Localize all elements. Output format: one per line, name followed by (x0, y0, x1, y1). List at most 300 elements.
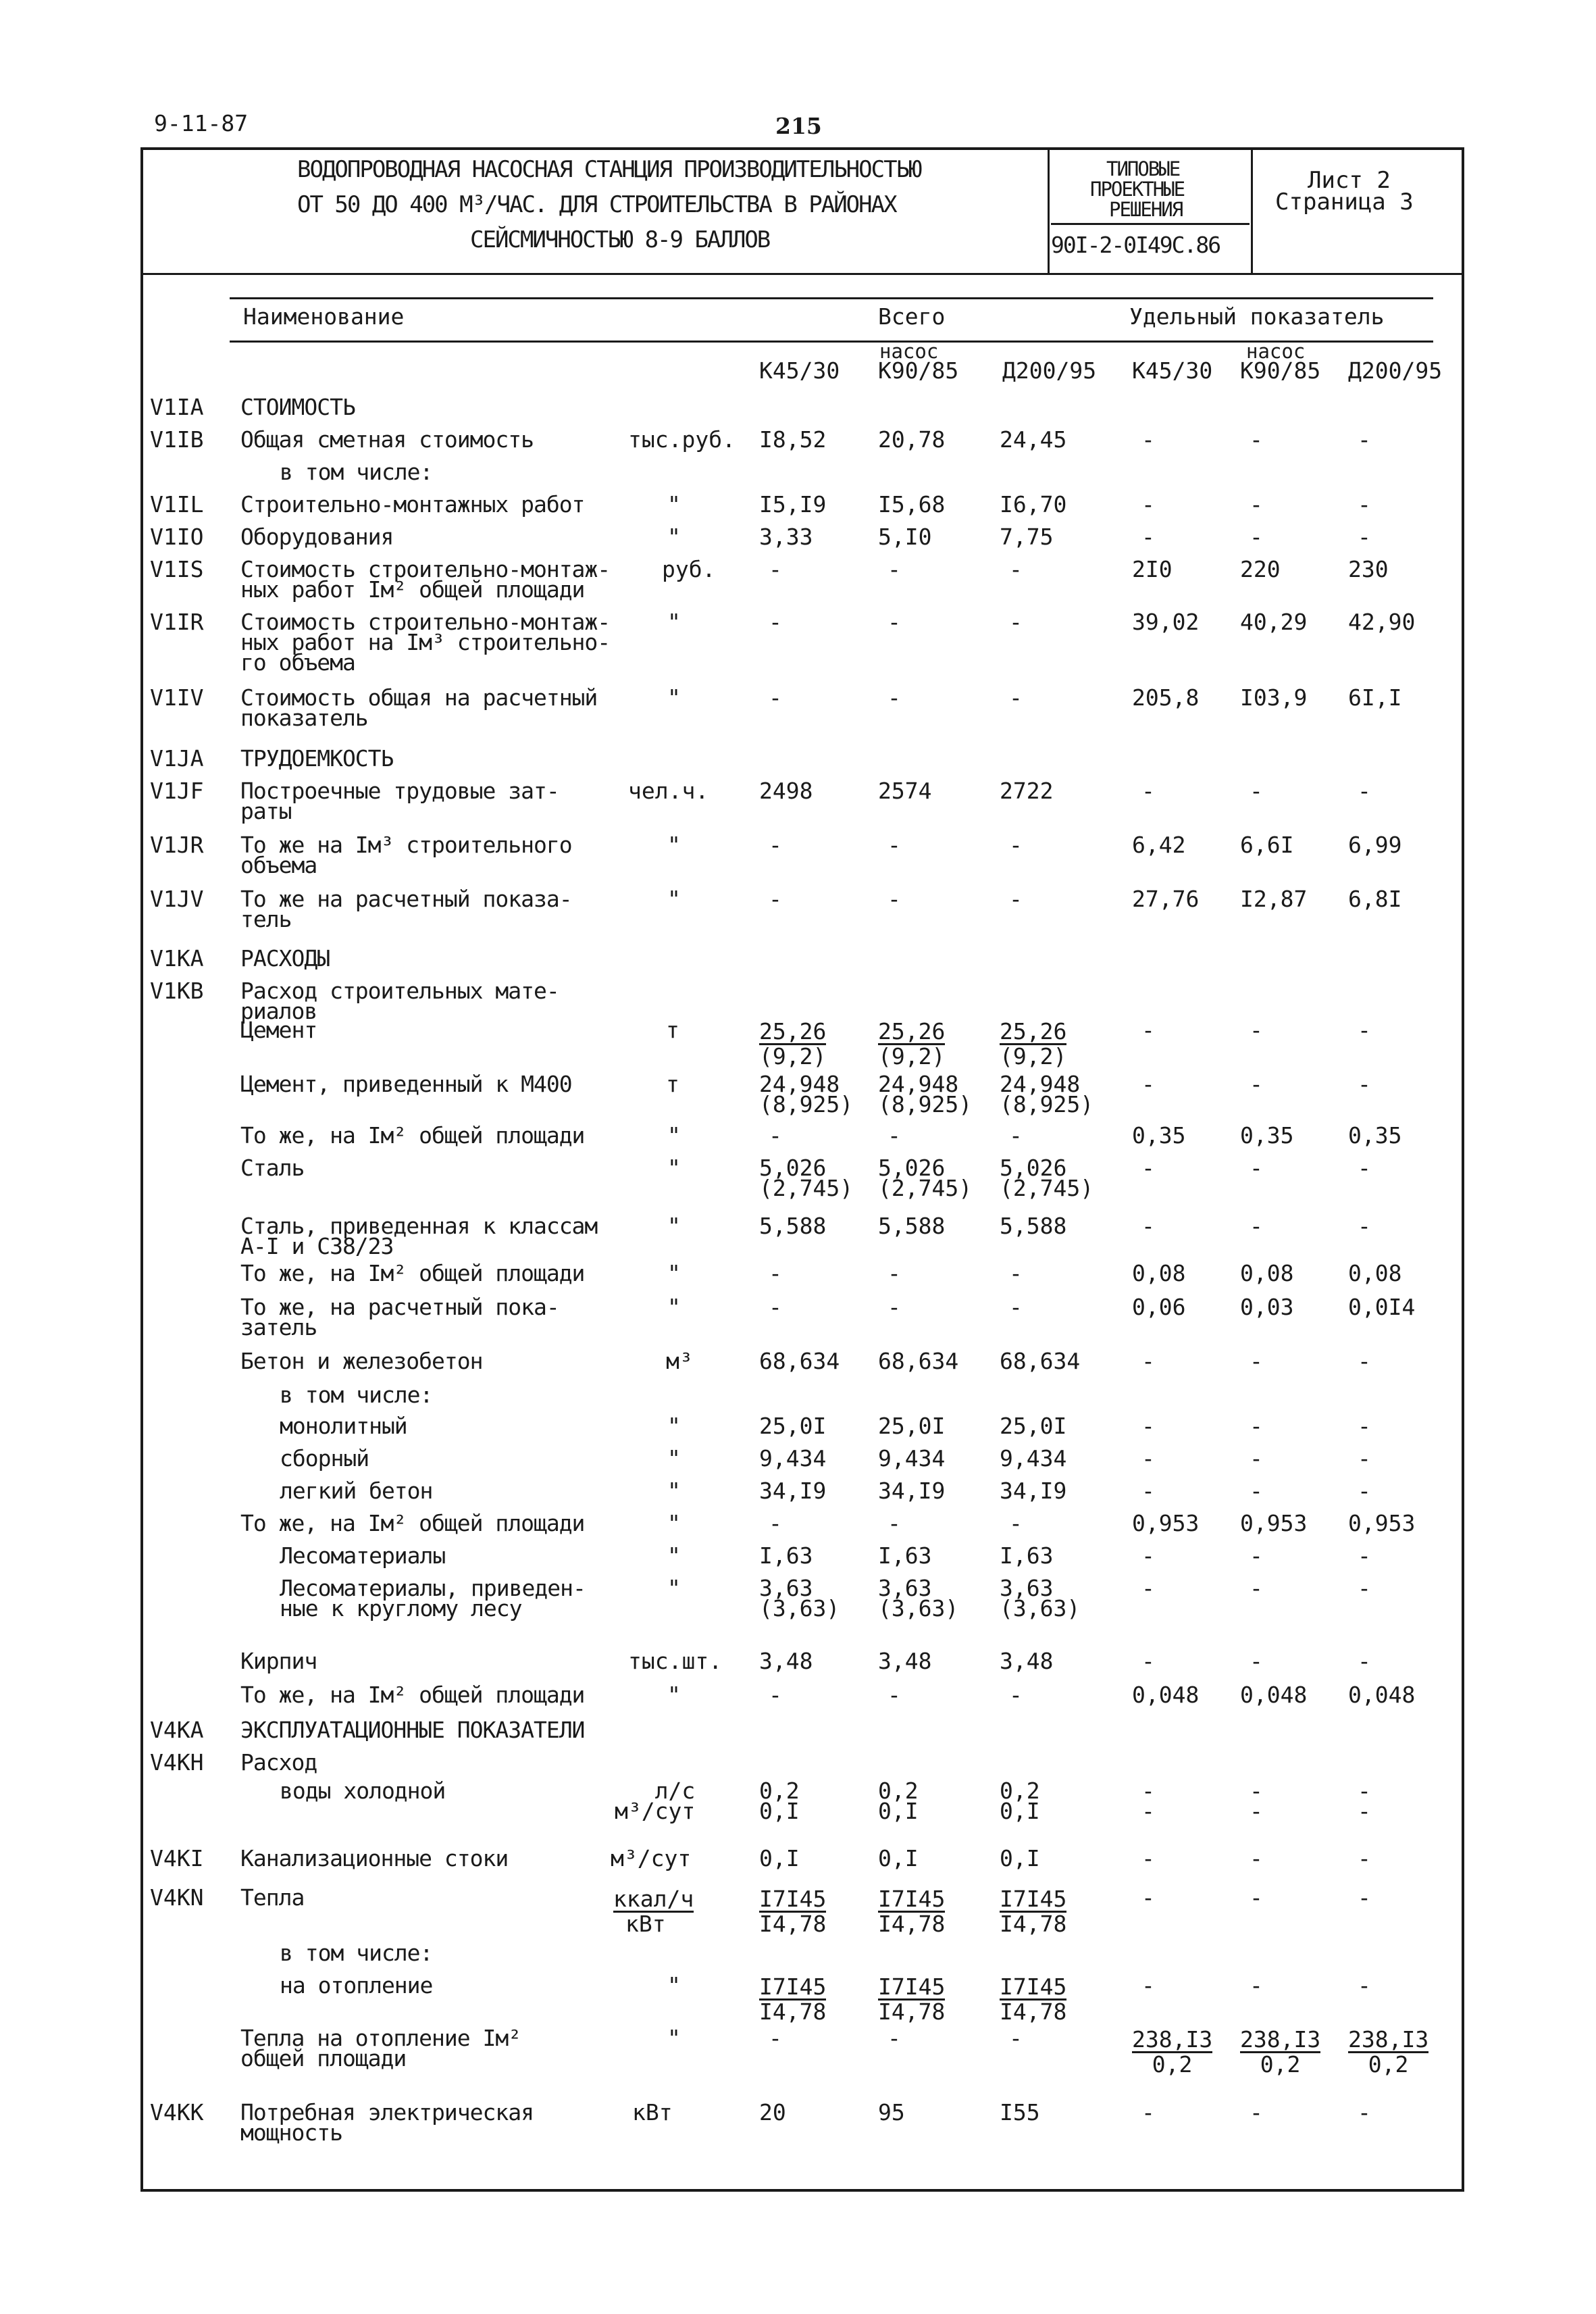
row-value: 5,588 (878, 1213, 946, 1239)
row-value: 9,434 (878, 1445, 946, 1472)
row-value: 95 (878, 2099, 905, 2126)
row-value: - (1009, 2025, 1023, 2051)
row-value: - (769, 684, 782, 711)
row-unit: " (667, 491, 681, 518)
row-name: ТРУДОЕМКОСТЬ (240, 745, 394, 772)
frame-bottom (140, 2189, 1464, 2192)
row-name: То же на Iм³ строительного объема (240, 832, 572, 878)
row-name: воды холодной (280, 1778, 446, 1804)
row-name: СТОИМОСТЬ (240, 394, 355, 420)
row-value: I,63 (759, 1542, 813, 1569)
row-value: 5,026 (2,745) (878, 1155, 973, 1201)
row-name: То же на расчетный показа- тель (240, 886, 572, 932)
row-value: 0,0I4 (1348, 1294, 1416, 1320)
row-value: 2498 (759, 778, 813, 804)
row-value: 6,8I (1348, 886, 1402, 912)
row-value: - (1358, 1071, 1371, 1097)
row-value: - (1358, 1155, 1371, 1181)
row-value: 24,45 (1000, 426, 1067, 453)
row-unit: " (667, 1445, 681, 1472)
row-value: 0,048 (1240, 1682, 1308, 1708)
frame-left (140, 147, 143, 2191)
row-value: - (1141, 1413, 1155, 1439)
row-code: V1IB (150, 426, 204, 453)
row-value: - (1141, 1845, 1155, 1871)
header-col-2: К90/85 (878, 357, 959, 384)
row-name: Лесоматериалы (280, 1542, 446, 1569)
row-value: - (769, 1260, 782, 1286)
row-value: - (1009, 1682, 1023, 1708)
row-value: - (1250, 1155, 1263, 1181)
row-value: - (1009, 1294, 1023, 1320)
row-value: I55 (1000, 2099, 1040, 2126)
header-col-6: Д200/95 (1348, 357, 1443, 384)
row-value: - (1141, 1542, 1155, 1569)
row-value: - (887, 1260, 901, 1286)
row-name: Цемент (240, 1017, 317, 1043)
row-value: 2722 (1000, 778, 1054, 804)
row-value: 20 (759, 2099, 786, 2126)
row-value: 24,948 (8,925) (759, 1071, 854, 1117)
row-value: - (1358, 1348, 1371, 1374)
row-value: I,63 (878, 1542, 932, 1569)
row-value: 5,026 (2,745) (759, 1155, 854, 1201)
row-value: 9,434 (759, 1445, 827, 1472)
row-unit: тыс.руб. (628, 426, 736, 453)
row-name: РАСХОДЫ (240, 945, 330, 972)
row-code: V1KA (150, 945, 204, 972)
row-value: - - (1250, 1778, 1263, 1824)
row-value: - (1358, 2099, 1371, 2126)
row-unit: руб. (662, 556, 716, 582)
row-value: 0,08 (1348, 1260, 1402, 1286)
row-name: Кирпич (240, 1648, 317, 1674)
row-value: $\frac{238,I3}{0,2}$ (1240, 2026, 1321, 2078)
row-value: - (1358, 1845, 1371, 1871)
row-name: монолитный (280, 1413, 407, 1439)
row-value: - (887, 684, 901, 711)
row-value: 205,8 (1132, 684, 1200, 711)
row-value: 3,63 (3,63) (1000, 1575, 1081, 1621)
row-value: - (1009, 609, 1023, 635)
row-value: - (887, 556, 901, 582)
row-value: 5,I0 (878, 524, 932, 550)
row-value: - (1250, 1213, 1263, 1239)
row-value: - (1250, 1884, 1263, 1911)
row-code: V1IO (150, 524, 204, 550)
row-unit: " (667, 1213, 681, 1239)
row-value: - (1250, 1445, 1263, 1472)
row-value: - (1250, 778, 1263, 804)
row-name: То же, на Iм² общей площади (240, 1260, 585, 1286)
row-value: $\frac{I7I45}{I4,78}$ (759, 1973, 827, 2025)
row-value: - (1009, 886, 1023, 912)
row-value: 0,03 (1240, 1294, 1294, 1320)
row-code: V1JR (150, 832, 204, 858)
row-value: 5,588 (1000, 1213, 1067, 1239)
row-unit: " (667, 886, 681, 912)
row-name: в том числе: (280, 1940, 433, 1966)
row-unit: кВт (632, 2099, 673, 2126)
row-value: 34,I9 (878, 1478, 946, 1504)
title-divider-1 (1048, 147, 1050, 274)
row-value: $\frac{25,26}{(9,2)}$ (1000, 1018, 1067, 1070)
row-value: - (1141, 2099, 1155, 2126)
row-name: в том числе: (280, 1382, 433, 1408)
row-name: легкий бетон (280, 1478, 433, 1504)
header-name: Наименование (243, 303, 405, 330)
row-name: на отопление (280, 1972, 433, 1998)
row-value: - (769, 832, 782, 858)
row-value: I6,70 (1000, 491, 1067, 518)
header-col-3: Д200/95 (1002, 357, 1097, 384)
row-value: 7,75 (1000, 524, 1054, 550)
row-value: $\frac{238,I3}{0,2}$ (1132, 2026, 1213, 2078)
header-col-4: К45/30 (1132, 357, 1213, 384)
row-value: - (1009, 1122, 1023, 1149)
row-value: 3,48 (759, 1648, 813, 1674)
row-name: Тепла на отопление Iм² общей площади (240, 2025, 521, 2071)
series-line-2: ПРОЕКТНЫЕ (1090, 178, 1185, 201)
row-value: 34,I9 (1000, 1478, 1067, 1504)
row-value: - (887, 2025, 901, 2051)
row-value: - (1141, 1445, 1155, 1472)
row-value: 2574 (878, 778, 932, 804)
row-value: - (1250, 1348, 1263, 1374)
row-value: 68,634 (759, 1348, 840, 1374)
row-unit: " (667, 832, 681, 858)
row-value: - (1358, 524, 1371, 550)
row-value: - (1141, 491, 1155, 518)
row-value: - (769, 1294, 782, 1320)
row-name: Тепла (240, 1884, 305, 1911)
row-value: 68,634 (1000, 1348, 1081, 1374)
row-value: I03,9 (1240, 684, 1308, 711)
row-value: - (1250, 1017, 1263, 1043)
row-value: - (887, 886, 901, 912)
row-value: - (1358, 1972, 1371, 1998)
row-value: 2I0 (1132, 556, 1173, 582)
frame-right (1462, 147, 1464, 2191)
row-value: 0,953 (1348, 1510, 1416, 1536)
row-value: - (1250, 524, 1263, 550)
row-value: - (887, 609, 901, 635)
row-value: I2,87 (1240, 886, 1308, 912)
row-value: 0,08 (1240, 1260, 1294, 1286)
row-name: То же, на Iм² общей площади (240, 1122, 585, 1149)
series-line-1: ТИПОВЫЕ (1106, 157, 1180, 180)
page-number: 215 (775, 113, 822, 139)
row-value: 0,953 (1240, 1510, 1308, 1536)
row-value: - (1358, 1884, 1371, 1911)
row-unit: " (667, 1682, 681, 1708)
row-value: 6,6I (1240, 832, 1294, 858)
series-code: 90I-2-0I49С.86 (1051, 232, 1220, 258)
row-value: 20,78 (878, 426, 946, 453)
row-name: Бетон и железобетон (240, 1348, 483, 1374)
row-name: Расход (240, 1749, 317, 1776)
row-name: Цемент, приведенный к М400 (240, 1071, 572, 1097)
title-frame-bottom (140, 273, 1464, 275)
row-value: - - (1358, 1778, 1371, 1824)
row-value: - (887, 1122, 901, 1149)
row-code: V1JF (150, 778, 204, 804)
header-pump-specific: насос (1246, 340, 1306, 363)
row-code: V1IR (150, 609, 204, 635)
row-name: Построечные трудовые зат- раты (240, 778, 559, 824)
row-unit: " (667, 1575, 681, 1601)
row-name: Оборудования (240, 524, 394, 550)
row-unit: " (667, 2025, 681, 2051)
row-value: - (1358, 778, 1371, 804)
row-value: 3,63 (3,63) (759, 1575, 840, 1621)
header-specific: Удельный показатель (1129, 303, 1385, 330)
row-value: 0,I (878, 1845, 919, 1871)
row-value: $\frac{25,26}{(9,2)}$ (878, 1018, 946, 1070)
row-value: 24,948 (8,925) (1000, 1071, 1094, 1117)
row-value: I8,52 (759, 426, 827, 453)
row-value: - (769, 2025, 782, 2051)
row-unit: " (667, 524, 681, 550)
row-value: - (1250, 1845, 1263, 1871)
row-unit: чел.ч. (628, 778, 709, 804)
row-value: - (887, 1510, 901, 1536)
row-value: $\frac{238,I3}{0,2}$ (1348, 2026, 1429, 2078)
row-value: 0,35 (1132, 1122, 1186, 1149)
row-value: - (887, 832, 901, 858)
row-unit: т (666, 1017, 679, 1043)
row-value: - (1358, 491, 1371, 518)
row-name: Стоимость строительно-монтаж- ных работ на Iм³ строительно- го объема (240, 609, 611, 676)
row-value: $\frac{I7I45}{I4,78}$ (1000, 1973, 1067, 2025)
row-code: V1KB (150, 978, 204, 1004)
row-value: - (769, 609, 782, 635)
row-value: 0,2 0,I (1000, 1778, 1040, 1824)
row-value: - (1250, 426, 1263, 453)
header-total: Всего (878, 303, 946, 330)
row-value: - (1250, 2099, 1263, 2126)
row-value: - (1358, 1445, 1371, 1472)
row-value: 25,0I (878, 1413, 946, 1439)
row-code: V4KN (150, 1884, 204, 1911)
row-value: - (1141, 1884, 1155, 1911)
row-value: - (1250, 1648, 1263, 1674)
header-rule-top (230, 297, 1433, 299)
row-value: - (769, 1122, 782, 1149)
row-value: 3,63 (3,63) (878, 1575, 959, 1621)
row-value: 0,35 (1348, 1122, 1402, 1149)
row-value: 6,42 (1132, 832, 1186, 858)
row-name: Лесоматериалы, приведен- ные к круглому лесу (280, 1575, 586, 1621)
row-value: - (1358, 1478, 1371, 1504)
row-unit: " (667, 1972, 681, 1998)
row-value: - (1141, 1071, 1155, 1097)
row-value: 3,48 (1000, 1648, 1054, 1674)
row-value: $\frac{I7I45}{I4,78}$ (878, 1973, 946, 2025)
row-unit: " (667, 1122, 681, 1149)
row-value: $\frac{I7I45}{I4,78}$ (1000, 1886, 1067, 1937)
row-value: - (769, 1682, 782, 1708)
row-code: V4KA (150, 1717, 204, 1743)
row-value: I,63 (1000, 1542, 1054, 1569)
row-value: - (1358, 1017, 1371, 1043)
row-unit: " (667, 684, 681, 711)
header-col-1: К45/30 (759, 357, 840, 384)
row-value: - (1250, 1071, 1263, 1097)
row-value: - (1250, 1972, 1263, 1998)
row-unit: т (666, 1071, 679, 1097)
row-unit: м³ (666, 1348, 693, 1374)
header-pump-total: насос (879, 340, 939, 363)
row-code: V1IV (150, 684, 204, 711)
row-name: Сталь, приведенная к классам А-I и С38/23 (240, 1213, 598, 1259)
row-value: - (1141, 1348, 1155, 1374)
row-name: Общая сметная стоимость (240, 426, 534, 453)
row-code: V1JA (150, 745, 204, 772)
row-code: V4KH (150, 1749, 204, 1776)
row-value: 9,434 (1000, 1445, 1067, 1472)
row-unit: " (667, 1510, 681, 1536)
row-value: - (887, 1682, 901, 1708)
row-value: 6I,I (1348, 684, 1402, 711)
page-date: 9-11-87 (154, 110, 249, 136)
row-name: Канализационные стоки (240, 1845, 509, 1871)
row-value: - (1141, 1155, 1155, 1181)
row-value: 40,29 (1240, 609, 1308, 635)
row-code: V1IS (150, 556, 204, 582)
row-value: 68,634 (878, 1348, 959, 1374)
row-value: - (1141, 1017, 1155, 1043)
row-value: 3,33 (759, 524, 813, 550)
row-value: - (1250, 491, 1263, 518)
row-code: V4KK (150, 2099, 204, 2126)
title-line-1: ВОДОПРОВОДНАЯ НАСОСНАЯ СТАНЦИЯ ПРОИЗВОДИТЕЛЬНОСТЬЮ (297, 156, 921, 183)
row-value: - (1358, 1575, 1371, 1601)
row-value: - (1009, 1260, 1023, 1286)
row-value: 0,I (759, 1845, 800, 1871)
row-value: 24,948 (8,925) (878, 1071, 973, 1117)
row-value: 5,026 (2,745) (1000, 1155, 1094, 1201)
row-name: ЭКСПЛУАТАЦИОННЫЕ ПОКАЗАТЕЛИ (240, 1717, 585, 1743)
row-value: - (1009, 684, 1023, 711)
row-name: Сталь (240, 1155, 305, 1181)
row-value: - (1009, 1510, 1023, 1536)
row-value: I5,I9 (759, 491, 827, 518)
row-name: Расход строительных мате- риалов (240, 978, 559, 1024)
row-value: - (887, 1294, 901, 1320)
row-value: - (769, 886, 782, 912)
row-value: 39,02 (1132, 609, 1200, 635)
sheet-label: Лист 2 (1308, 167, 1391, 194)
row-value: 0,35 (1240, 1122, 1294, 1149)
row-value: 5,588 (759, 1213, 827, 1239)
row-code: V1JV (150, 886, 204, 912)
row-value: - (1141, 1972, 1155, 1998)
row-value: - (1250, 1575, 1263, 1601)
row-value: $\frac{25,26}{(9,2)}$ (759, 1018, 827, 1070)
row-value: - (1358, 1648, 1371, 1674)
row-unit: тыс.шт. (628, 1648, 723, 1674)
row-value: - (1358, 1213, 1371, 1239)
row-name: То же, на Iм² общей площади (240, 1510, 585, 1536)
row-value: - (1141, 1575, 1155, 1601)
row-value: - (1358, 1542, 1371, 1569)
row-value: - - (1141, 1778, 1155, 1824)
row-unit: " (667, 1260, 681, 1286)
row-value: - (1250, 1413, 1263, 1439)
row-name: в том числе: (280, 459, 433, 485)
row-value: - (1141, 1213, 1155, 1239)
row-name: Строительно-монтажных работ (240, 491, 585, 518)
row-unit: " (667, 1413, 681, 1439)
row-value: - (1141, 778, 1155, 804)
row-value: 0,I (1000, 1845, 1040, 1871)
row-unit: л/с м³/сут (615, 1778, 696, 1824)
series-line-3: РЕШЕНИЯ (1109, 198, 1183, 221)
row-unit: " (667, 1294, 681, 1320)
row-code: V1IL (150, 491, 204, 518)
row-value: 0,048 (1132, 1682, 1200, 1708)
row-value: 0,08 (1132, 1260, 1186, 1286)
row-unit: " (667, 1155, 681, 1181)
row-value: - (1250, 1478, 1263, 1504)
row-value: 27,76 (1132, 886, 1200, 912)
row-name: Стоимость строительно-монтаж- ных работ Iм² общей площади (240, 556, 611, 603)
row-name: Стоимость общая на расчетный показатель (240, 684, 598, 731)
row-value: 3,48 (878, 1648, 932, 1674)
row-value: 6,99 (1348, 832, 1402, 858)
row-value: 220 (1240, 556, 1281, 582)
row-unit: ккал/ч кВт (613, 1886, 694, 1937)
row-value: 42,90 (1348, 609, 1416, 635)
row-name: То же, на Iм² общей площади (240, 1682, 585, 1708)
row-unit: " (667, 609, 681, 635)
row-value: - (1141, 426, 1155, 453)
row-code: V4KI (150, 1845, 204, 1871)
row-value: 230 (1348, 556, 1389, 582)
row-name: Потребная электрическая мощность (240, 2099, 534, 2146)
row-value: 25,0I (1000, 1413, 1067, 1439)
row-unit: м³/сут (611, 1845, 692, 1871)
row-value: - (769, 1510, 782, 1536)
row-value: - (1358, 426, 1371, 453)
row-value: - (1141, 1648, 1155, 1674)
row-value: 34,I9 (759, 1478, 827, 1504)
series-underline (1051, 223, 1250, 225)
row-value: - (1009, 832, 1023, 858)
row-name: сборный (280, 1445, 369, 1472)
row-value: - (1250, 1542, 1263, 1569)
row-value: 0,06 (1132, 1294, 1186, 1320)
row-value: - (1009, 556, 1023, 582)
title-divider-2 (1251, 147, 1253, 274)
title-frame-top (140, 147, 1464, 150)
row-value: 0,953 (1132, 1510, 1200, 1536)
row-value: $\frac{I7I45}{I4,78}$ (878, 1886, 946, 1937)
row-value: 0,2 0,I (878, 1778, 919, 1824)
row-value: 0,2 0,I (759, 1778, 800, 1824)
row-unit: " (667, 1478, 681, 1504)
header-col-5: К90/85 (1240, 357, 1321, 384)
row-unit: " (667, 1542, 681, 1569)
row-value: 0,048 (1348, 1682, 1416, 1708)
title-line-2: ОТ 50 ДО 400 М³/ЧАС. ДЛЯ СТРОИТЕЛЬСТВА В РАЙОНАХ (297, 191, 896, 218)
row-value: - (1358, 1413, 1371, 1439)
row-name: То же, на расчетный пока- затель (240, 1294, 559, 1340)
row-value: $\frac{I7I45}{I4,78}$ (759, 1886, 827, 1937)
row-value: - (1141, 524, 1155, 550)
row-value: - (769, 556, 782, 582)
